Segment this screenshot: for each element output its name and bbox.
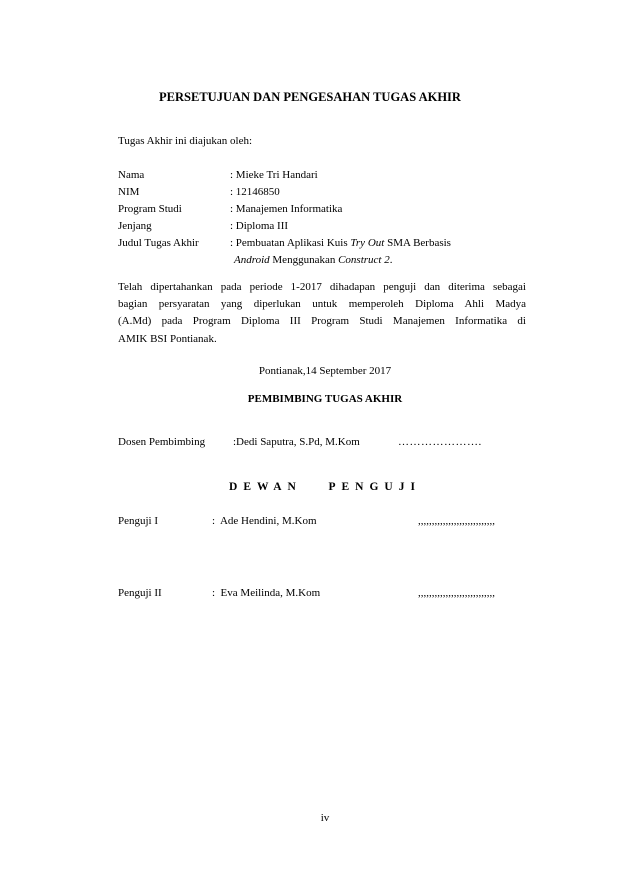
value-jenjang: : Diploma III [230, 220, 289, 232]
examiner2-name: : Eva Meilinda, M.Kom [212, 587, 321, 599]
supervisor-label: Dosen Pembimbing [118, 436, 206, 448]
statement-paragraph [118, 279, 526, 348]
value-nama: : Mieke Tri Handari [230, 169, 318, 181]
judul-rest1: SMA Berbasis [384, 237, 451, 249]
label-nim: NIM [118, 186, 140, 198]
intro-text: Tugas Akhir ini diajukan oleh: [118, 135, 253, 147]
value-judul [230, 237, 451, 249]
label-jenjang: Jenjang [118, 220, 152, 232]
value-nim: : 12146850 [230, 186, 280, 198]
statement-line: AMIK BSI Pontianak. [118, 332, 217, 345]
value-program-studi: : Manajemen Informatika [230, 203, 343, 215]
label-nama: Nama [118, 169, 145, 181]
document-title: PERSETUJUAN DAN PENGESAHAN TUGAS AKHIR [159, 90, 461, 104]
value-judul-line2 [234, 254, 393, 266]
examiner2-signature-line: ,,,,,,,,,,,,,,,,,,,,,,,,,,,, [418, 587, 495, 599]
examiner1-label: Penguji I [118, 515, 159, 527]
supervisor-heading: PEMBIMBING TUGAS AKHIR [247, 393, 403, 405]
judul-mid: Menggunakan [269, 254, 339, 266]
judul-end: . [389, 254, 393, 266]
supervisor-name: :Dedi Saputra, S.Pd, M.Kom [233, 436, 360, 448]
statement-line: bagian persyaratan yang diperlukan untuk memperoleh Diploma Ahli Madya [118, 298, 526, 311]
label-judul: Judul Tugas Akhir [118, 237, 199, 249]
judul-italic-construct: Construct 2 [338, 254, 390, 266]
judul-italic-tryout: Try Out [350, 237, 385, 249]
board-heading: DEWAN PENGUJI [229, 481, 421, 493]
examiner1-name: : Ade Hendini, M.Kom [212, 515, 317, 527]
examiner2-label: Penguji II [118, 587, 162, 599]
supervisor-signature-line: …………………. [398, 436, 482, 448]
label-program-studi: Program Studi [118, 203, 182, 215]
statement-line: (A.Md) pada Program Diploma III Program Studi Manajemen Informatika di [118, 315, 526, 328]
page-number: iv [320, 812, 330, 824]
examiner1-signature-line: ,,,,,,,,,,,,,,,,,,,,,,,,,,,, [418, 515, 495, 527]
judul-prefix: : Pembuatan Aplikasi Kuis [230, 237, 351, 249]
place-date: Pontianak,14 September 2017 [258, 365, 392, 377]
statement-line: Telah dipertahankan pada periode 1-2017 dihadapan penguji dan diterima sebagai [118, 281, 526, 293]
judul-italic-android: Android [234, 254, 270, 266]
